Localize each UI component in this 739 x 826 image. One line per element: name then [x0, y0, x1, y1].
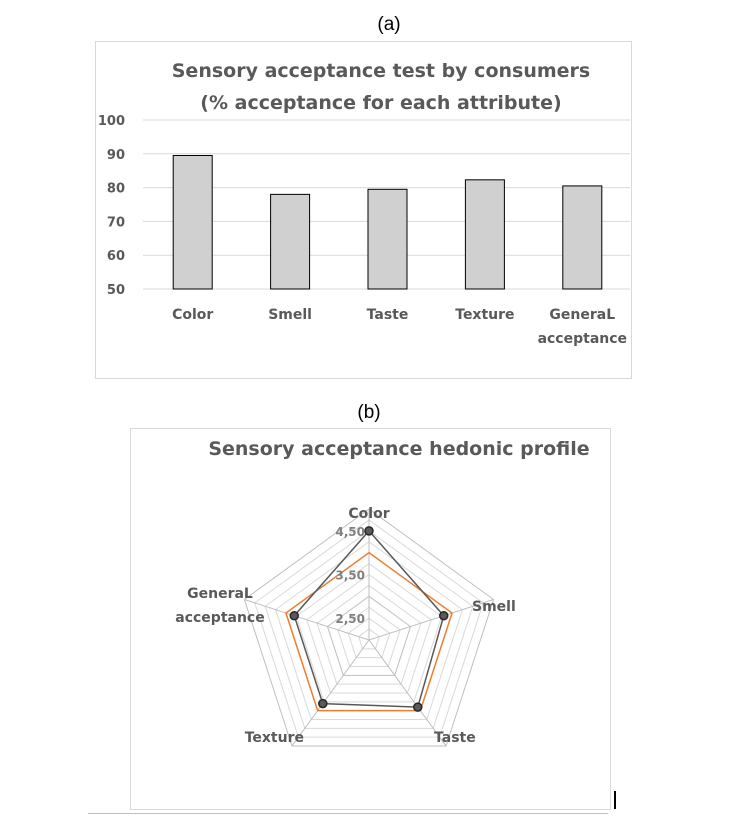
bar-color: [173, 155, 212, 289]
bar-taste: [368, 189, 407, 289]
radar-axis-label: Taste: [434, 730, 476, 746]
radar-axis-label: GeneraL: [187, 586, 253, 602]
radar-tick-label: 2,50: [335, 612, 365, 627]
y-tick-label: 90: [106, 147, 125, 163]
radar-axis-label: Texture: [244, 730, 304, 746]
bar-general-acceptance: [563, 186, 602, 289]
radar-tick-label: 4,50: [335, 524, 365, 539]
y-tick-label: 100: [97, 114, 125, 129]
radar-point-smell: [440, 612, 448, 620]
x-category-label: Texture: [455, 307, 515, 323]
bar-chart: [98, 60, 630, 347]
x-category-label: Taste: [366, 307, 409, 323]
radar-point-texture: [319, 700, 327, 708]
bar-texture: [465, 180, 504, 289]
radar-chart: [175, 438, 589, 746]
chart-title-line-2: (% acceptance for each attribute): [200, 92, 562, 114]
x-category-label: acceptance: [537, 331, 628, 347]
y-tick-label: 70: [106, 215, 125, 231]
bar-smell: [271, 194, 310, 289]
radar-axis-label: Smell: [472, 599, 516, 615]
panel-label-b: (b): [357, 402, 381, 423]
radar-point-taste: [414, 703, 422, 711]
x-category-label: Smell: [268, 307, 312, 323]
chart-title: Sensory acceptance hedonic profile: [208, 438, 590, 460]
radar-point-color: [365, 527, 373, 535]
radar-axis-label: acceptance: [175, 610, 265, 626]
x-category-label: Color: [172, 307, 214, 323]
x-category-label: GeneraL: [549, 307, 616, 323]
y-tick-label: 50: [106, 283, 125, 298]
chart-title-line-1: Sensory acceptance test by consumers: [171, 60, 591, 82]
radar-tick-label: 3,50: [335, 568, 365, 583]
radar-point-general-acceptance: [290, 612, 298, 620]
y-tick-label: 80: [106, 181, 125, 197]
panel-label-a: (a): [377, 14, 401, 35]
radar-axis-label: Color: [348, 506, 390, 522]
y-tick-label: 60: [106, 249, 125, 265]
